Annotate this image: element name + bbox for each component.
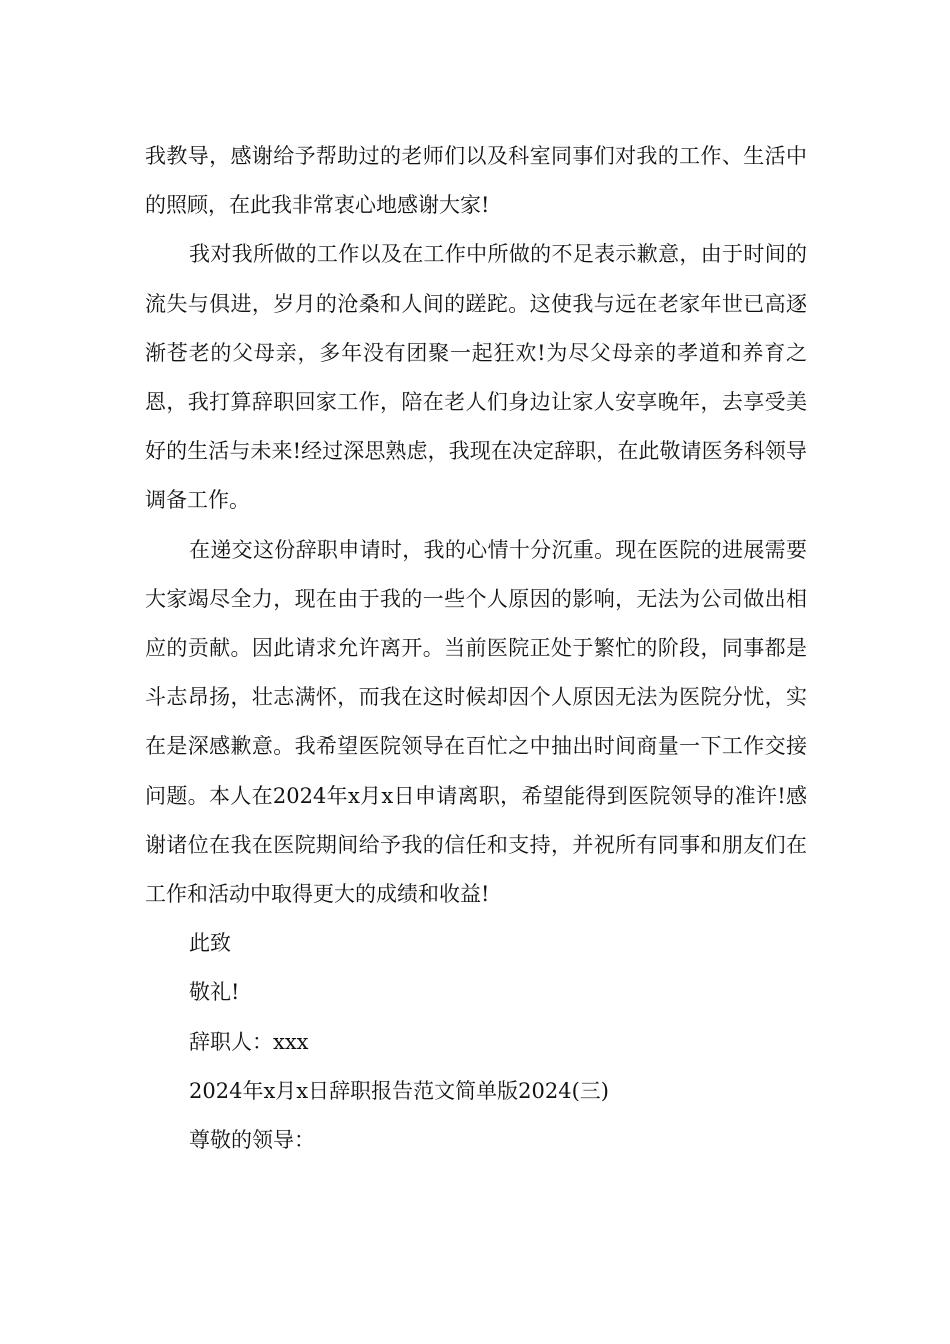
paragraph-continuation: 我教导，感谢给予帮助过的老师们以及科室同事们对我的工作、生活中的照顾，在此我非常衷心地感谢大家!: [145, 144, 807, 218]
signer-line: 辞职人：xxx: [189, 1029, 309, 1054]
date-and-next-title: 2024年x月x日辞职报告范文简单版2024(三): [189, 1078, 609, 1103]
salute-line: 敬礼!: [189, 980, 240, 1005]
paragraph-resignation-request: 在递交这份辞职申请时，我的心情十分沉重。现在医院的进展需要大家竭尽全力，现在由于我的一些个人原因的影响，无法为公司做出相应的贡献。因此请求允许离开。当前医院正处于繁忙的阶段，同事都是斗志昂扬，壮志满怀，而我在这时候却因个人原因无法为医院分忧，实在是深感歉意。我希望医院领导在百忙之中抽出时间商量一下工作交接问题。本人在2024年x月x日申请离职，希望能得到医院领导的准许!感谢诸位在我在医院期间给予我的信任和支持，并祝所有同事和朋友们在工作和活动中取得更大的成绩和收益!: [145, 537, 807, 907]
next-greeting: 尊敬的领导：: [189, 1128, 315, 1153]
letter-body: [145, 132, 807, 1165]
paragraph-apology: 我对我所做的工作以及在工作中所做的不足表示歉意，由于时间的流失与俱进，岁月的沧桑和人间的蹉跎。这使我与远在老家年世已高逐渐苍老的父母亲，多年没有团聚一起狂欢!为尽父母亲的孝道和养育之恩，我打算辞职回家工作，陪在老人们身边让家人安享晚年，去享受美好的生活与未来!经过深思熟虑，我现在决定辞职，在此敬请医务科领导调备工作。: [145, 242, 807, 513]
closing-line: 此致: [189, 931, 231, 956]
